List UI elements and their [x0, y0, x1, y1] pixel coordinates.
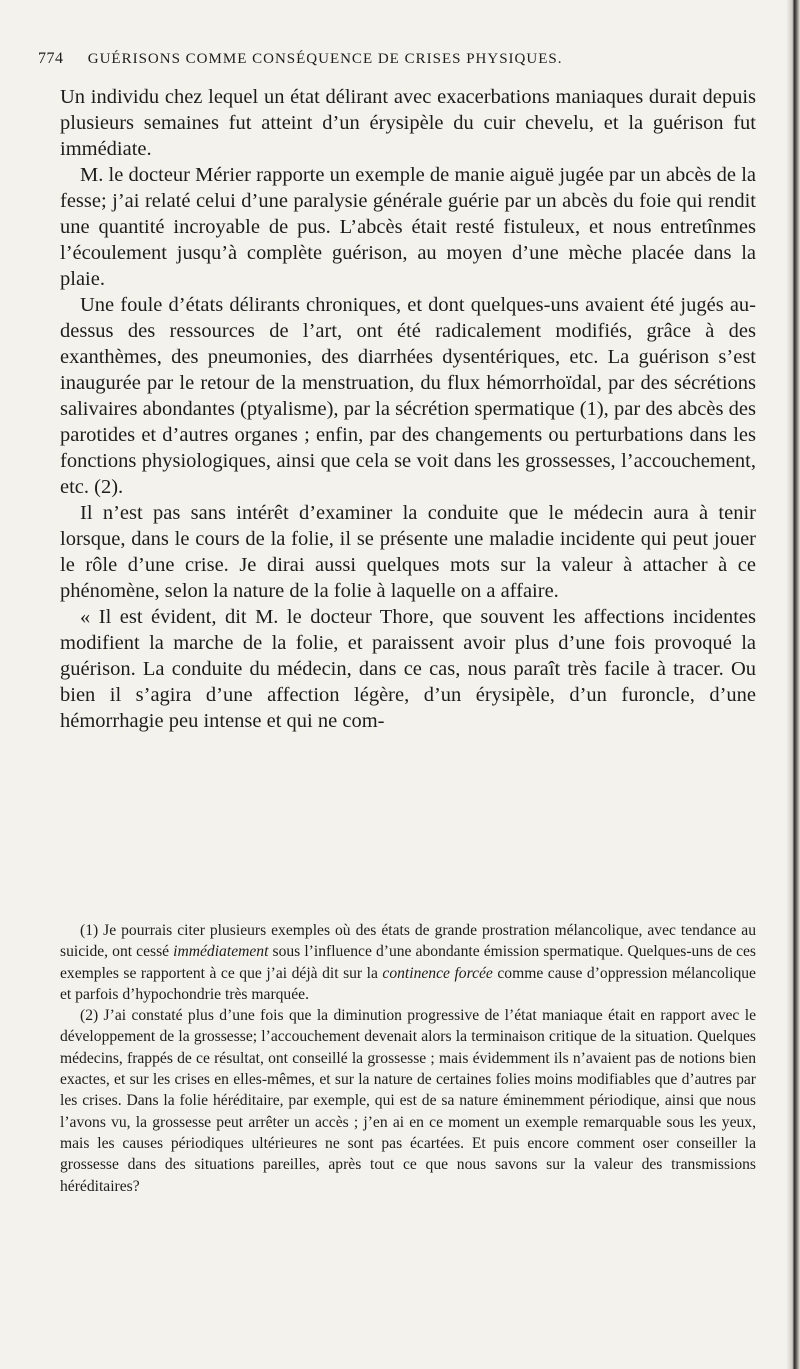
- paragraph-3: Une foule d’états délirants chroniques, et dont quelques-uns avaient été jugés au-dessus des ressources de l’art, ont été radicalement modifiés, grâce à des exanthèmes, des pneumonies, des diarrhées dysentériques, etc. La guérison s’est inaugurée par le retour de la menstruation, du flux hémorrhoïdal, par des sécrétions salivaires abondantes (ptyalisme), par la sécrétion spermatique (1), par des abcès des parotides et d’autres organes ; enfin, par des changements ou perturbations dans les fonctions physiologiques, ainsi que cela se voit dans les grossesses, l’accouchement, etc. (2).: [60, 294, 756, 498]
- paragraph-4: Il n’est pas sans intérêt d’examiner la conduite que le médecin aura à tenir lorsque, dans le cours de la folie, il se présente une maladie incidente qui peut jouer le rôle d’une crise. Je dirai aussi quelques mots sur la valeur à attacher à ce phénomène, selon la nature de la folie à laquelle on a affaire.: [60, 502, 756, 602]
- running-header: [38, 50, 758, 68]
- running-title: GUÉRISONS COMME CONSÉQUENCE DE CRISES PHYSIQUES.: [87, 51, 563, 67]
- paragraph-1: Un individu chez lequel un état délirant avec exacerbations maniaques durait depuis plusieurs semaines fut atteint d’un érysipèle du cuir chevelu, et la guérison fut immédiate.: [60, 86, 756, 160]
- footnote-1-text-b: sous l’influence d’une abondante émission spermatique. Quelques-uns de ces exemples se rapportent à ce que j’ai déjà dit sur la: [60, 943, 756, 982]
- page-number: 774: [38, 50, 64, 67]
- footnote-2: (2) J’ai constaté plus d’une fois que la diminution progressive de l’état maniaque était en rapport avec le développement de la grossesse; l’accouchement devenait alors la terminaison critique de la situation. Quelques médecins, frappés de ce résultat, ont conseillé la grossesse ; mais évidemment ils n’avaient pas de notions bien exactes, et sur les crises en elles-mêmes, et sur la nature de certaines folies moins modifiables que d’autres par les crises. Dans la folie héréditaire, par exemple, qui est de sa nature éminemment périodique, ainsi que nous l’avons vu, la grossesse peut arrêter un accès ; j’en ai en ce moment un exemple remarquable sous les yeux, mais les causes périodiques ultérieures ne sont pas écartées. Et puis encore comment oser conseiller la grossesse dans des situations pareilles, après tout ce que nous savons sur la valeur des transmissions héréditaires?: [60, 1007, 756, 1195]
- footnote-1-text-a: (1) Je pourrais citer plusieurs exemples où des états de grande prostration mélancolique, avec tendance au suicide, ont cessé: [60, 922, 756, 961]
- footnote-1-emphasis-continence: continence forcée: [382, 964, 493, 982]
- page-binding-edge: [786, 0, 800, 1369]
- main-text: [60, 84, 756, 734]
- footnotes: [60, 920, 756, 1197]
- footnote-1: [60, 920, 756, 1005]
- footnote-1-emphasis-immediately: immédiatement: [173, 943, 269, 961]
- paragraph-2: M. le docteur Mérier rapporte un exemple de manie aiguë jugée par un abcès de la fesse; j’ai relaté celui d’une paralysie générale guérie par un abcès du foie qui rendit une quantité incroyable de pus. L’abcès était resté fistuleux, et nous entretînmes l’écoulement jusqu’à complète guérison, au moyen d’une mèche placée dans la plaie.: [60, 164, 756, 290]
- paragraph-5: « Il est évident, dit M. le docteur Thore, que souvent les affections incidentes modifient la marche de la folie, et paraissent avoir plus d’une fois provoqué la guérison. La conduite du médecin, dans ce cas, nous paraît très facile à tracer. Ou bien il s’agira d’une affection légère, d’un érysipèle, d’un furoncle, d’une hémorrhagie peu intense et qui ne com-: [60, 606, 756, 732]
- footnote-1-text-c: comme cause d’oppression mélancolique et parfois d’hypochondrie très marquée.: [60, 964, 756, 1003]
